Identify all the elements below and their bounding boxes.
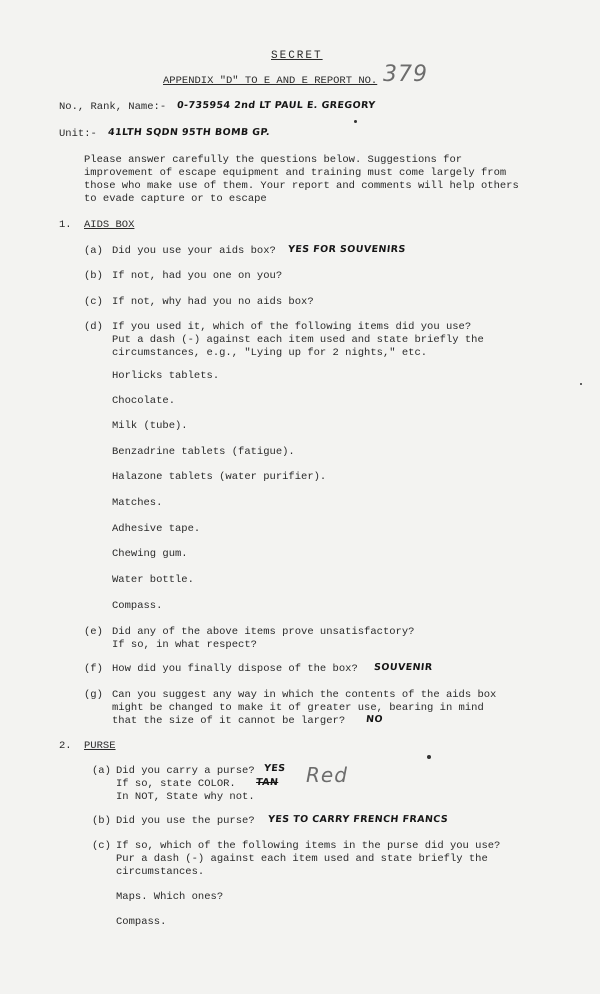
q1g-answer: NO	[365, 714, 384, 725]
item-benzadrine: Benzadrine tablets (fatigue).	[112, 446, 295, 458]
q1c-label: (c)	[84, 296, 103, 308]
q1g-line-1: Can you suggest any way in which the contents of the aids box	[112, 689, 497, 701]
section-1-number: 1.	[59, 219, 72, 231]
item-matches: Matches.	[112, 497, 163, 509]
q2c-line-3: circumstances.	[116, 866, 205, 878]
report-number: 379	[383, 62, 428, 87]
q1e-line-1: Did any of the above items prove unsatisfactory?	[112, 626, 415, 638]
q1f-text: How did you finally dispose of the box?	[112, 663, 358, 675]
q1a-answer: YES FOR SOUVENIRS	[287, 244, 407, 255]
q1e-line-2: If so, in what respect?	[112, 639, 257, 651]
q1c-text: If not, why had you no aids box?	[112, 296, 314, 308]
q1g-line-3: that the size of it cannot be larger?	[112, 715, 346, 727]
q1d-line-3: circumstances, e.g., "Lying up for 2 nights," etc.	[112, 347, 428, 359]
q2b-answer: YES TO CARRY FRENCH FRANCS	[267, 814, 449, 825]
scan-speck	[580, 383, 582, 385]
scan-speck	[427, 755, 431, 759]
q1b-text: If not, had you one on you?	[112, 270, 283, 282]
q2a-label: (a)	[92, 765, 111, 777]
q2c-line-1: If so, which of the following items in the purse did you use?	[116, 840, 501, 852]
q1a-label: (a)	[84, 245, 103, 257]
section-2-number: 2.	[59, 740, 72, 752]
q2b-text: Did you use the purse?	[116, 815, 255, 827]
unit-label: Unit:-	[59, 128, 97, 140]
q1d-line-1: If you used it, which of the following items did you use?	[112, 321, 472, 333]
page-title: SECRET	[271, 50, 323, 62]
item-water-bottle: Water bottle.	[112, 574, 194, 586]
q2a-line-1: Did you carry a purse?	[116, 765, 255, 777]
intro-paragraph: Please answer carefully the questions below. Suggestions for improvement of escape equipment and training must come largely from those who make use of them. Your report and comments will help others to evade capture or to escape	[84, 154, 519, 205]
q2c-line-2: Pur a dash (-) against each item used and state briefly the	[116, 853, 488, 865]
q2a-line-3: In NOT, State why not.	[116, 791, 255, 803]
item-compass: Compass.	[112, 600, 163, 612]
section-1-title: AIDS BOX	[84, 219, 135, 231]
q2b-label: (b)	[92, 815, 111, 827]
item-horlicks: Horlicks tablets.	[112, 370, 220, 382]
item-adhesive-tape: Adhesive tape.	[112, 523, 201, 535]
appendix-line: APPENDIX "D" TO E AND E REPORT NO.	[163, 75, 378, 87]
item-chocolate: Chocolate.	[112, 395, 176, 407]
item-milk: Milk (tube).	[112, 420, 188, 432]
name-label: No., Rank, Name:-	[59, 101, 167, 113]
q1f-label: (f)	[84, 663, 103, 675]
purse-item-maps: Maps. Which ones?	[116, 891, 224, 903]
q1f-answer: SOUVENIR	[373, 662, 434, 673]
q1d-line-2: Put a dash (-) against each item used and state briefly the	[112, 334, 484, 346]
unit-value: 41LTH SQDN 95TH BOMB GP.	[107, 127, 271, 138]
item-chewing-gum: Chewing gum.	[112, 548, 188, 560]
q2a-line-2: If so, state COLOR.	[116, 778, 236, 790]
section-2-title: PURSE	[84, 740, 116, 752]
q1b-label: (b)	[84, 270, 103, 282]
q2a-struck-answer: TAN	[255, 777, 279, 788]
scan-speck	[354, 120, 357, 123]
q2c-label: (c)	[92, 840, 111, 852]
q2a-answer-2: Red	[306, 763, 348, 787]
q1a-text: Did you use your aids box?	[112, 245, 276, 257]
q1g-line-2: might be changed to make it of greater use, bearing in mind	[112, 702, 484, 714]
purse-item-compass: Compass.	[116, 916, 167, 928]
name-value: 0-735954 2nd LT PAUL E. GREGORY	[176, 100, 377, 111]
item-halazone: Halazone tablets (water purifier).	[112, 471, 327, 483]
q2a-answer-1: YES	[263, 763, 286, 774]
q1g-label: (g)	[84, 689, 103, 701]
q1d-label: (d)	[84, 321, 103, 333]
q1e-label: (e)	[84, 626, 103, 638]
